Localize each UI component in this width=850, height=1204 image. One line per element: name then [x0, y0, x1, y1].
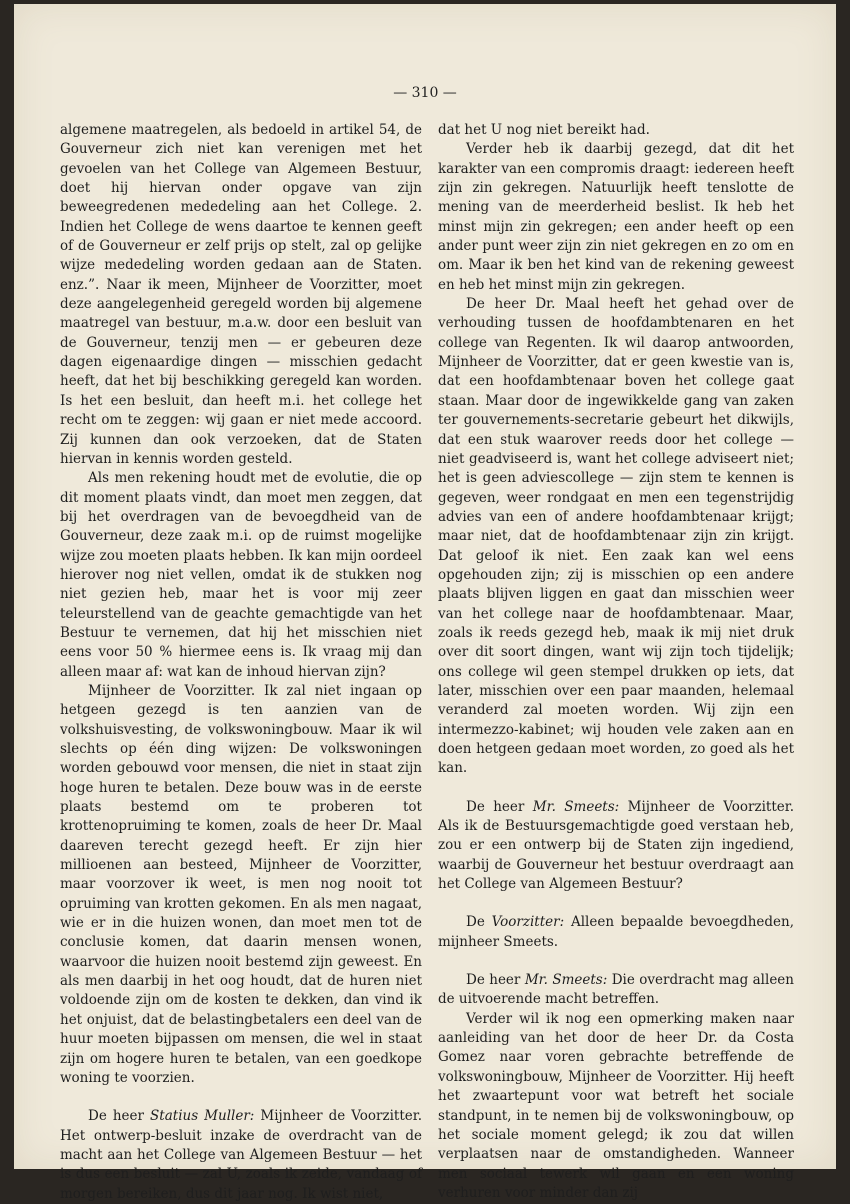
speaker-prefix: De heer [466, 798, 533, 815]
speaker-text: Mijnheer de Voorzitter. Het ontwerp-besluit inzake de overdracht van de macht aan het College van Algemeen Bestuur — het is dus een besluit — zal U, zoals ik zeide, vandaag of morgen bereiken, dus dit jaar nog. Ik wist niet, [60, 1108, 422, 1202]
speaker-text: Mijnheer de Voorzitter. Als ik de Bestuursgemachtigde goed verstaan heb, zou er een ontwerp bij de Staten zijn ingediend, waarbij de Gouverneur het bestuur overdraagt aan het College van Algemeen Bestuur? [438, 798, 794, 893]
speaker-prefix: De heer [88, 1108, 151, 1125]
speaker-name: Mr. Smeets: [524, 972, 608, 989]
document-page [14, 4, 836, 1202]
left-column [60, 121, 422, 1204]
speaker-prefix: De [466, 914, 492, 931]
speaker-prefix: De heer [466, 972, 525, 989]
speaker-name: Mr. Smeets: [532, 798, 620, 815]
paragraph: dat het U nog niet bereikt had. [438, 122, 650, 138]
right-column [438, 121, 794, 1203]
speaker-paragraph [438, 913, 794, 952]
speaker-paragraph [438, 971, 794, 1010]
page-number: — 310 — [393, 85, 457, 101]
paragraph: algemene maatregelen, als bedoeld in artikel 54, de Gouverneur zich niet kan verenigen met het gevoelen van het College van Algemeen Bestuur, doet hij hiervan onder opgave van zijn beweegredenen mededeling aan het College. 2. Indien het College de wens daartoe te kennen geeft of de Gouverneur er zelf prijs op stelt, zal op gelijke wijze mededeling worden gedaan aan de Staten. enz.”. Naar ik meen, Mijnheer de Voorzitter, moet deze aangelegenheid geregeld worden bij algemene maatregel van bestuur, m.a.w. door een besluit van de Gouverneur, tenzij men — er gebeuren deze dagen eigenaardige dingen — misschien gedacht heeft, dat het bij beschikking geregeld kan worden. Is het een besluit, dan heeft m.i. het college het recht om te zeggen: wij gaan er niet mede accoord. Zij kunnen dan ook verzoeken, dat de Staten hiervan in kennis worden gesteld. [60, 122, 422, 467]
speaker-paragraph [438, 798, 794, 895]
paragraph: De heer Dr. Maal heeft het gehad over de verhouding tussen de hoofdambtenaren en het college van Regenten. Ik wil daarop antwoorden, Mijnheer de Voorzitter, dat er geen kwestie van is, dat een hoofdambtenaar boven het college gaat staan. Maar door de ingewikkelde gang van zaken ter gouvernements-secretarie gebeurt het dikwijls, dat een stuk waarover reeds door het college — niet geadviseerd is, want het college adviseert niet; het is geen adviescollege — zijn stem te kennen is gegeven, weer rondgaat en men een tegenstrijdig advies van een of andere hoofdambtenaar krijgt; maar niet, dat de hoofdambtenaar zijn zin krijgt. Dat geloof ik niet. Een zaak kan wel eens opgehouden zijn; zij is misschien op een andere plaats blijven liggen en gaat dan misschien weer van het college naar de hoofdambtenaar. Maar, zoals ik reeds gezegd heb, maak ik mij niet druk over dit soort dingen, want wij zijn toch tijdelijk; ons college wil geen stempel drukken op iets, dat later, misschien over een paar maanden, helemaal veranderd zal moeten worden. Wij zijn een intermezzo-kabinet; wij houden vele zaken aan en doen hetgeen gedaan moet worden, zo goed als het kan. [438, 296, 794, 777]
speaker-name: Voorzitter: [491, 914, 565, 931]
speaker-name: Statius Muller: [150, 1108, 255, 1125]
paragraph: Als men rekening houdt met de evolutie, die op dit moment plaats vindt, dan moet men zeggen, dat bij het overdragen van de bevoegdheid van de Gouverneur, deze zaak m.i. op de ruimst mogelijke wijze zou moeten plaats hebben. Ik kan mijn oordeel hierover nog niet vellen, omdat ik de stukken nog niet gezien heb, maar het is voor mij zeer teleurstellend van de geachte gemachtigde van het Bestuur te vernemen, dat hij het misschien niet eens voor 50 % hiermee eens is. Ik vraag mij dan alleen maar af: wat kan de inhoud hiervan zijn? [60, 470, 422, 680]
paragraph: Mijnheer de Voorzitter. Ik zal niet ingaan op hetgeen gezegd is ten aanzien van de volkshuisvesting, de volkswoningbouw. Maar ik wil slechts op één ding wijzen: De volkswoningen worden gebouwd voor mensen, die niet in staat zijn hoge huren te betalen. Deze bouw was in de eerste plaats bestemd om te proberen tot krottenopruiming te komen, zoals de heer Dr. Maal daareven terecht gezegd heeft. Er zijn hier millioenen aan besteed, Mijnheer de Voorzitter, maar voorzover ik weet, is men nog nooit tot opruiming van krotten gekomen. En als men nagaat, wie er in die huizen wonen, dan moet men tot de conclusie komen, dat daarin mensen wonen, waarvoor die huizen nooit bestemd zijn geweest. En als men daarbij in het oog houdt, dat de huren niet voldoende zijn om de kosten te dekken, dan vind ik het onjuist, dat de belastingbetalers een deel van de huur moeten bijpassen om mensen, die wel in staat zijn om hogere huren te betalen, van een goedkope woning te voorzien. [60, 682, 422, 1086]
speaker-paragraph [60, 1107, 422, 1204]
speaker-text: Die overdracht mag alleen de uitvoerende macht betreffen. [438, 972, 794, 1008]
speaker-text: Alleen bepaalde bevoegdheden, mijnheer Smeets. [438, 914, 794, 950]
paragraph: Verder heb ik daarbij gezegd, dat dit het karakter van een compromis draagt: iedereen heeft zijn zin gekregen. Natuurlijk heeft tenslotte de mening van de meerderheid beslist. Ik heb het minst mijn zin gekregen; een ander heeft op een ander punt weer zijn zin niet gekregen en zo om en om. Maar ik ben het kind van de rekening geweest en heb het minst mijn zin gekregen. [438, 141, 794, 293]
paragraph: Verder wil ik nog een opmerking maken naar aanleiding van het door de heer Dr. da Costa Gomez naar voren gebrachte betreffende de volkswoningbouw, Mijnheer de Voorzitter. Hij heeft het zwaartepunt voor wat betreft het sociale standpunt, in te nemen bij de volkswoningbouw, op het sociale moment gelegd; ik zou dat willen verplaatsen naar de omstandigheden. Wanneer men sociaal tewerk wil gaan en een woning verhuren voor minder dan zij [438, 1010, 794, 1201]
